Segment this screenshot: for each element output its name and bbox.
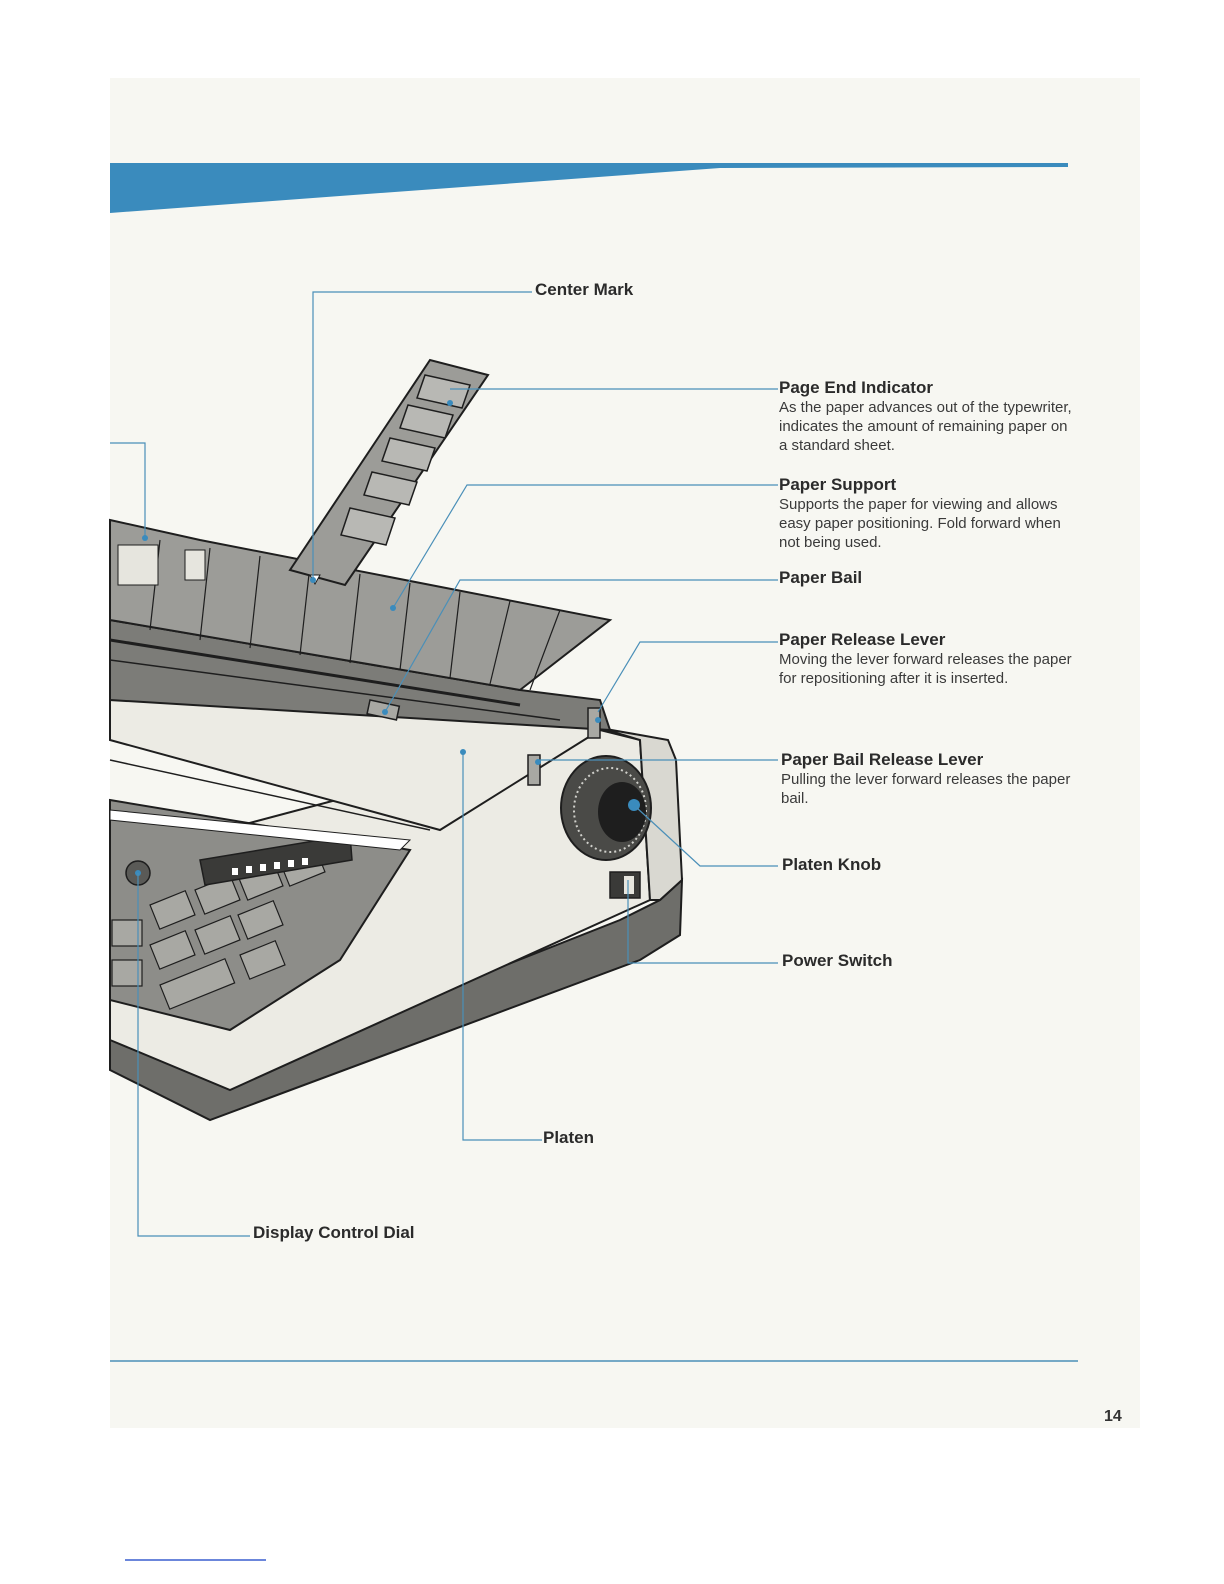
platen-callout: [543, 1128, 594, 1148]
paper-support-desc: Supports the paper for viewing and allows easy paper positioning. Fold forward when not being used.: [779, 496, 1061, 551]
page-end-indicator-title: Page End Indicator: [779, 378, 933, 397]
leader-paper-release: [598, 642, 778, 712]
page-end-indicator-desc: As the paper advances out of the typewriter, indicates the amount of remaining paper on a standard sheet.: [779, 399, 1072, 454]
paper-release-lever-title: Paper Release Lever: [779, 630, 946, 649]
power-switch-title: Power Switch: [782, 951, 893, 970]
paper-bail-title: Paper Bail: [779, 568, 863, 587]
paper-support-title: Paper Support: [779, 475, 897, 494]
platen-title: Platen: [543, 1128, 595, 1147]
platen-knob-callout: [782, 855, 881, 875]
paper-bail-callout: [779, 568, 862, 588]
center-mark-callout: [535, 280, 633, 300]
paper-release-lever-shape: [588, 708, 600, 738]
paper-release-lever-callout: [779, 630, 1079, 688]
display-control-dial-callout: [253, 1223, 415, 1243]
paper-bail-release-lever-desc: Pulling the lever forward releases the paper bail.: [781, 771, 1071, 807]
paper-release-lever-desc: Moving the lever forward releases the paper for repositioning after it is inserted.: [779, 651, 1072, 687]
page-number: 14: [1104, 1408, 1122, 1425]
paper-bail-release-lever-callout: [781, 750, 1081, 808]
page-end-indicator-callout: [779, 378, 1079, 455]
header-band: [110, 163, 1068, 213]
center-mark-title: Center Mark: [535, 280, 634, 299]
display-control-dial-title: Display Control Dial: [253, 1223, 415, 1242]
platen-knob-title: Platen Knob: [782, 855, 882, 874]
paper-bail-release-lever-title: Paper Bail Release Lever: [781, 750, 984, 769]
paper-support-callout: [779, 475, 1079, 552]
power-switch-callout: [782, 951, 893, 971]
